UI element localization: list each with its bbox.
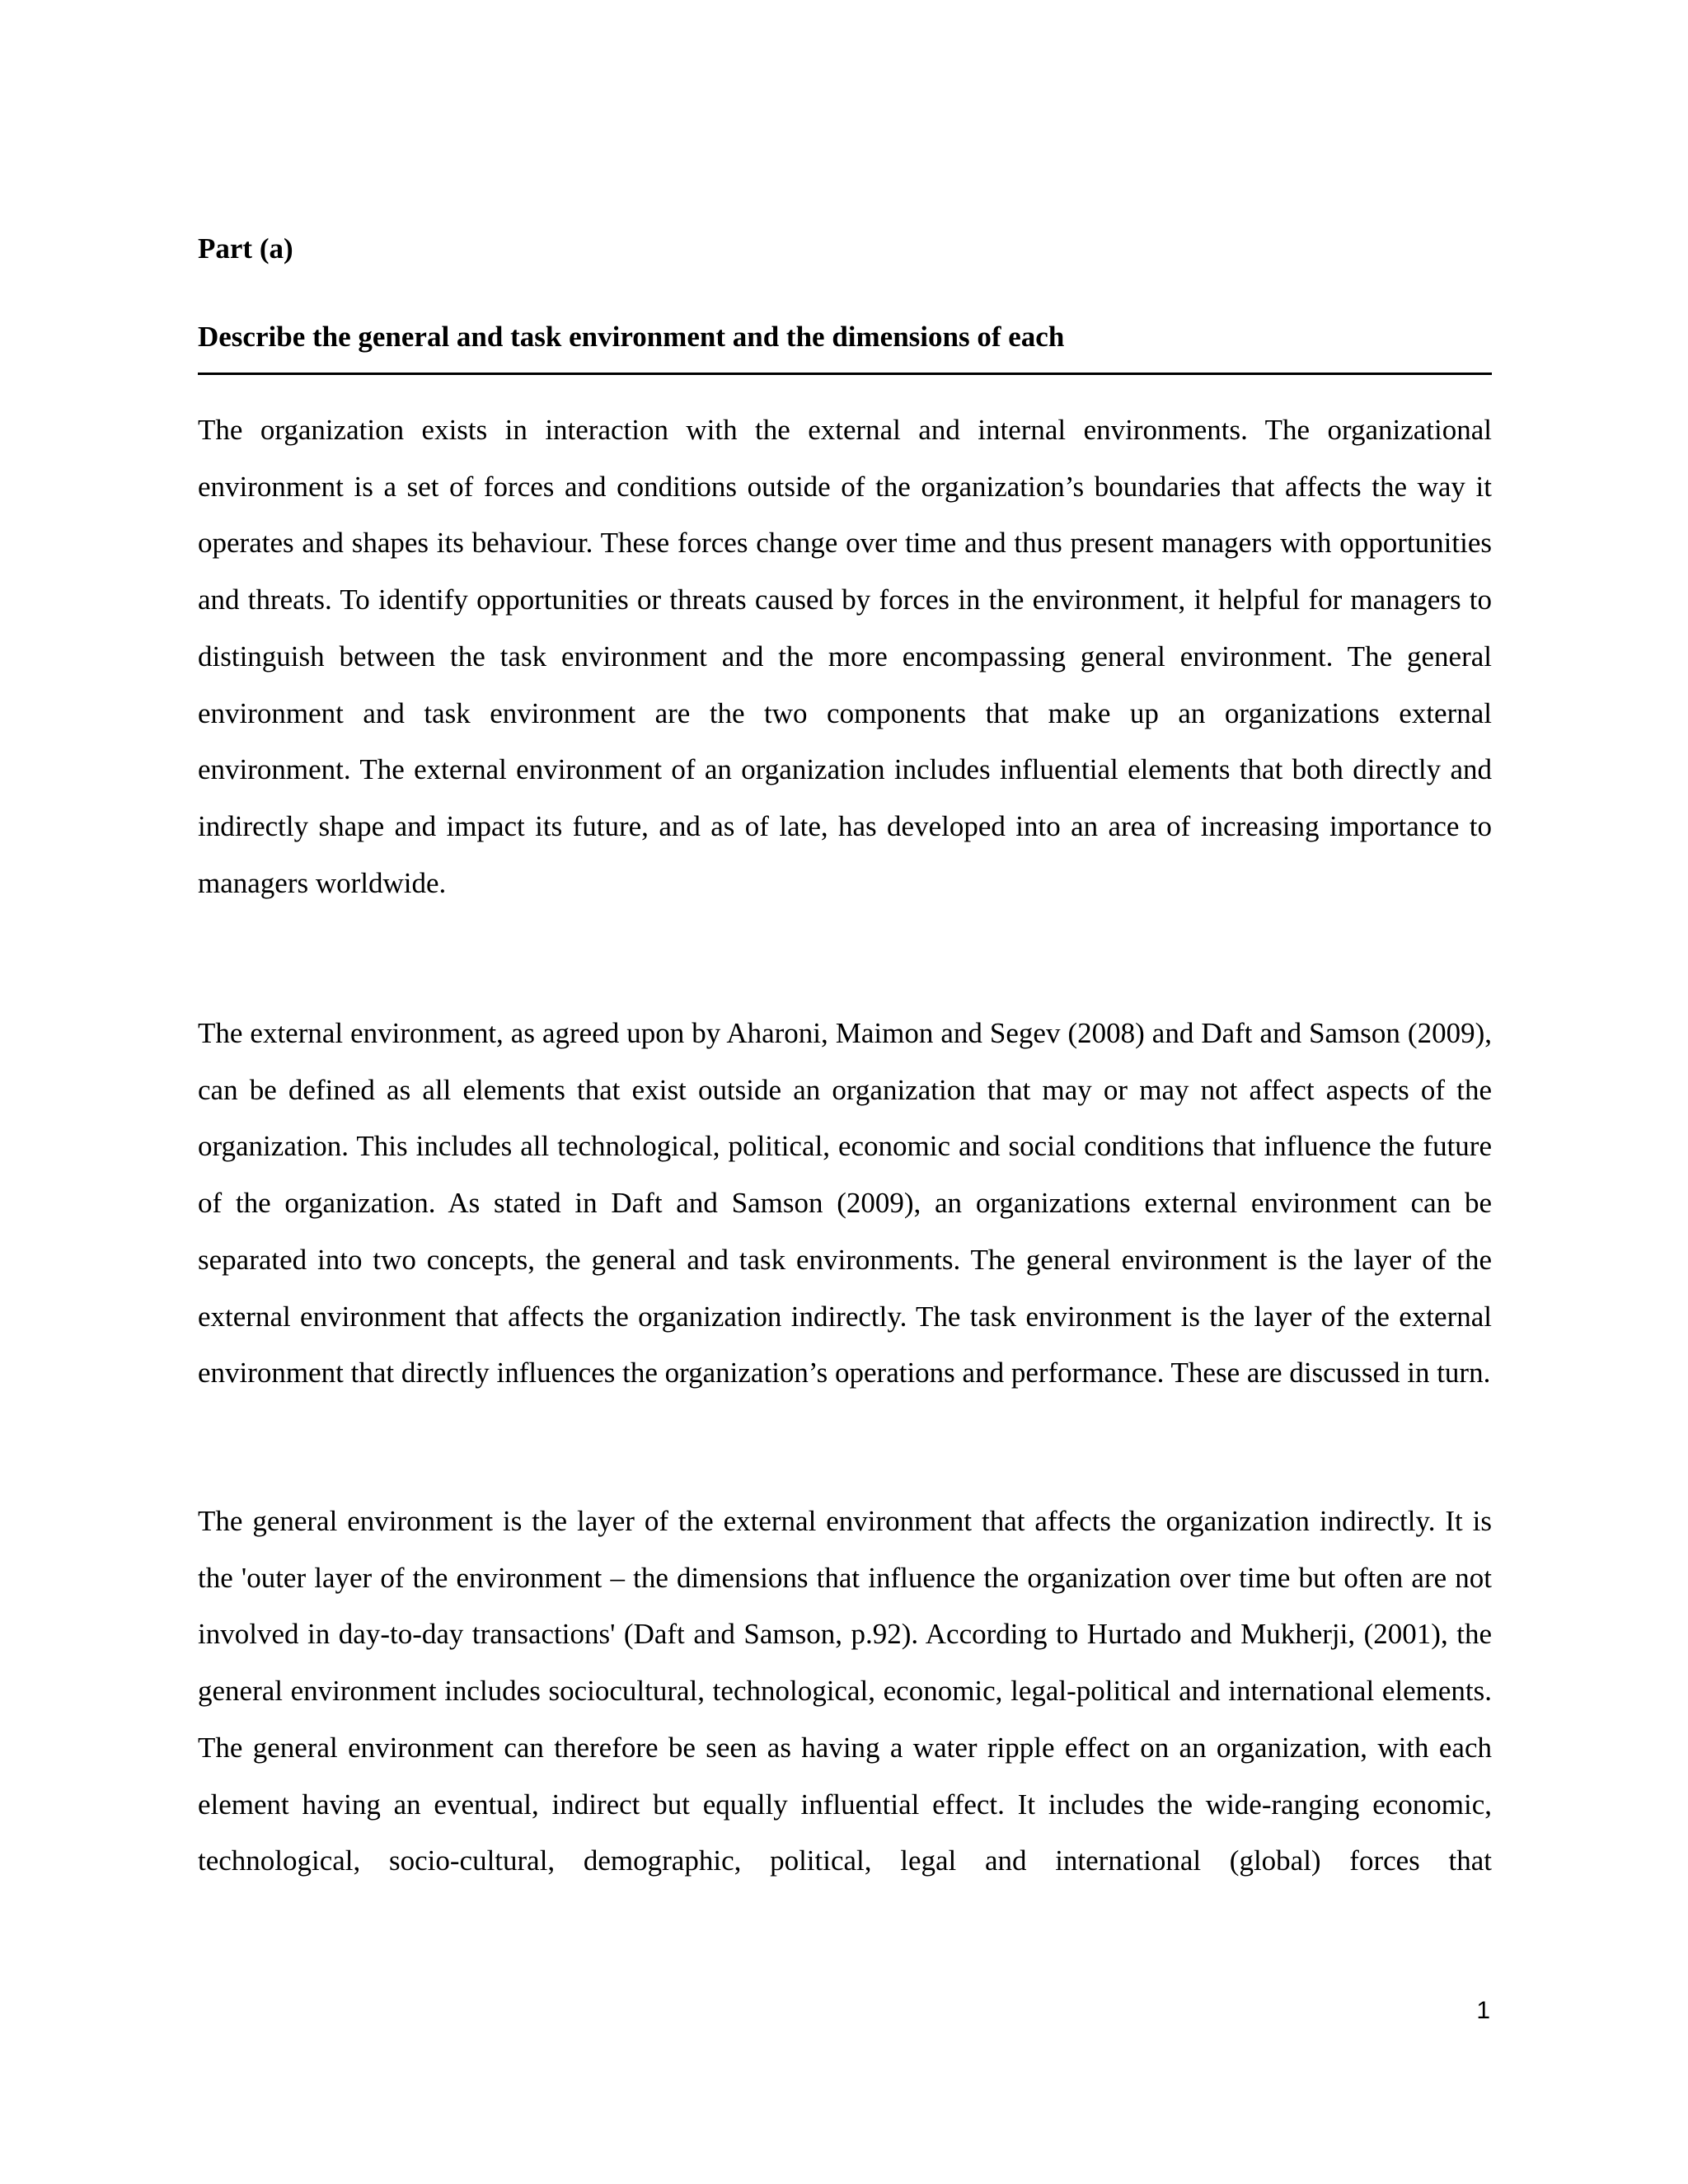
body-paragraph: The general environment is the layer of the external environment that affects the organization indirectly. It is the 'outer layer of the environment – the dimensions that influence the organization over time but often are not involved in day-to-day transactions' (Daft and Samson, p.92). According to Hurtado and Mukherji, (2001), the general environment includes sociocultural, technological, economic, legal-political and international elements. The general environment can therefore be seen as having a water ripple effect on an organization, with each element having an eventual, indirect but equally influential effect. It includes the wide-ranging economic, technological, socio-cultural, demographic, political, legal and international (global) forces that — [198, 1505, 1492, 1877]
body-paragraph: The external environment, as agreed upon by Aharoni, Maimon and Segev (2008) and Daft and Samson (2009), can be defined as all elements that exist outside an organization that may or may not affect aspects of the organization. This includes all technological, political, economic and social conditions that influence the future of the organization. As stated in Daft and Samson (2009), an organizations external environment can be separated into two concepts, the general and task environments. The general environment is the layer of the external environment that affects the organization indirectly. The task environment is the layer of the external environment that directly influences the organization’s operations and performance. These are discussed in turn. — [198, 1017, 1492, 1390]
page-number: 1 — [1476, 1997, 1490, 2024]
body-paragraph: The organization exists in interaction with the external and internal environments. The organizational environment is a set of forces and conditions outside of the organization’s boundaries that affects the way it operates and shapes its behaviour. These forces change over time and thus present managers with opportunities and threats. To identify opportunities or threats caused by forces in the environment, it helpful for managers to distinguish between the task environment and the more encompassing general environment. The general environment and task environment are the two components that make up an organizations external environment. The external environment of an organization includes influential elements that both directly and indirectly shape and impact its future, and as of late, has developed into an area of increasing importance to managers worldwide. — [198, 414, 1492, 899]
heading-underline-rule — [198, 373, 1492, 375]
question-heading: Describe the general and task environment and the dimensions of each — [198, 321, 1065, 353]
part-heading: Part (a) — [198, 232, 293, 265]
